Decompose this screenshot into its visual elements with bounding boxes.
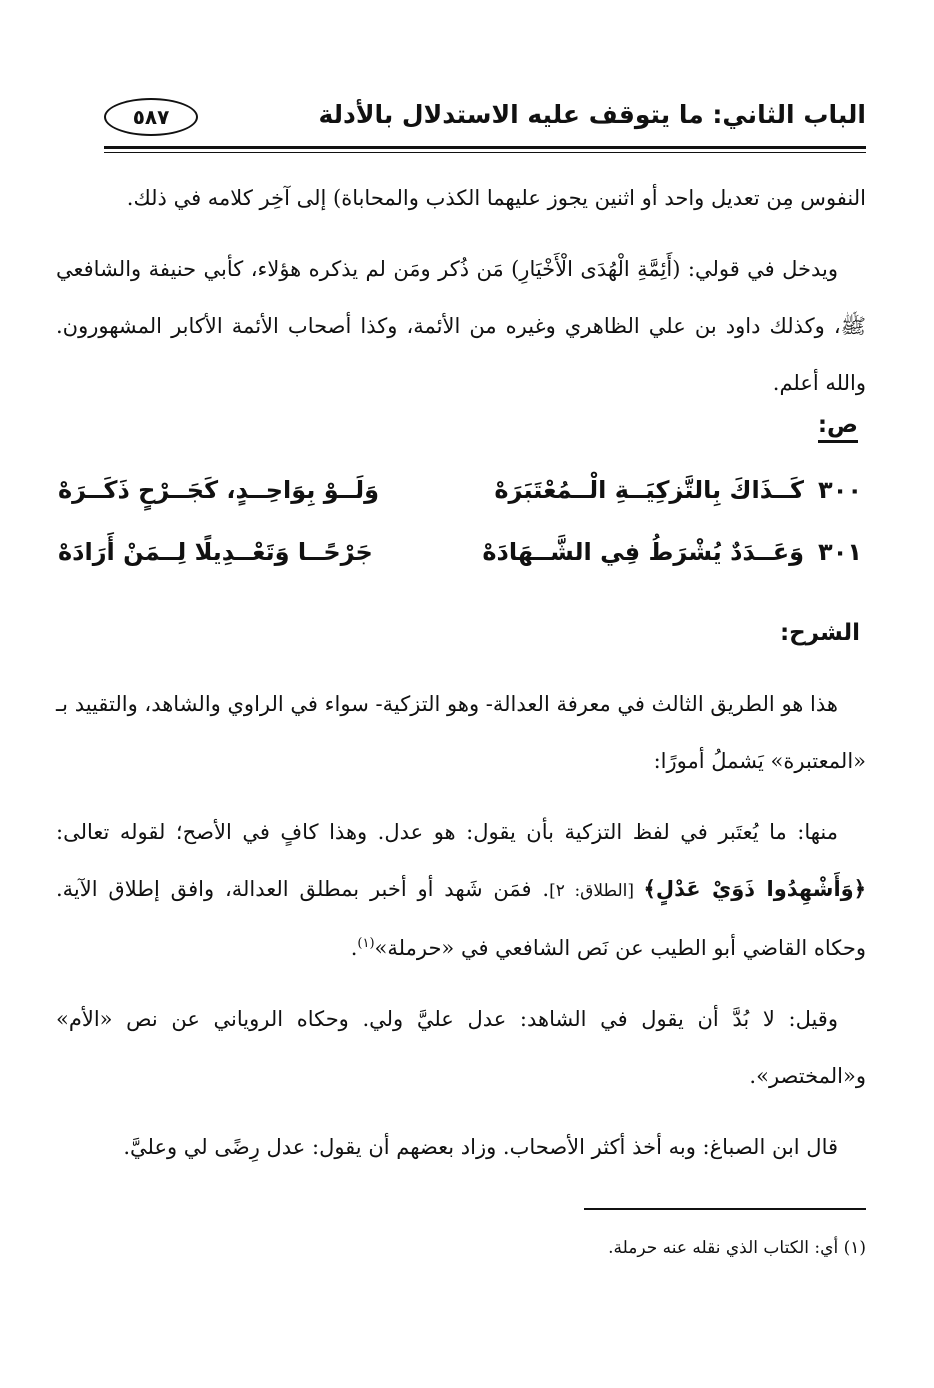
header-rule-thin xyxy=(104,152,866,153)
quran-reference: [الطلاق: ٢] xyxy=(549,881,644,901)
verse-second-hemistich: وَلَــوْ بِوَاحِــدٍ، كَجَــرْحٍ ذَكَــرَهْ xyxy=(58,476,380,504)
paragraph-text: . فمَن شَهد أو أخبر بمطلق العدالة، وافق إطلاق الآية. وحكاه القاضي أبو الطيب عن نَص الشافعي في «حرملة» xyxy=(56,877,866,960)
intro-text xyxy=(56,170,866,412)
verse-number: ٣٠٠ xyxy=(818,476,862,504)
paragraph-text: منها: ما يُعتَبر في لفظ التزكية بأن يقول: هو عدل. وهذا كافٍ في الأصح؛ لقوله تعالى: xyxy=(56,820,838,844)
sharh-paragraph-1: هذا هو الطريق الثالث في معرفة العدالة- وهو التزكية- سواء في الراوي والشاهد، والتقييد بـ «المعتبرة» يَشملُ أمورًا: xyxy=(56,692,866,773)
matn-heading xyxy=(818,412,858,438)
quran-verse: ﴿وَأَشْهِدُوا ذَوَيْ عَدْلٍ﴾ xyxy=(643,877,866,901)
footnote-separator xyxy=(584,1208,866,1210)
sharh-heading: الشرح: xyxy=(779,620,860,646)
sharh-text xyxy=(56,676,866,1176)
sharh-paragraph-2 xyxy=(56,804,866,977)
page-number: ٥٨٧ xyxy=(104,98,198,136)
footnote-marker: (١) xyxy=(357,936,375,951)
paragraph-end: . xyxy=(350,936,358,960)
verse-first-hemistich: كَــذَاكَ بِالتَّزكِيَــةِ الْــمُعْتَبَرَهْ xyxy=(494,476,804,504)
matn-heading-label: ص: xyxy=(818,412,858,443)
header-rule-thick xyxy=(104,146,866,149)
paragraph-continuation: النفوس مِن تعديل واحد أو اثنين يجوز عليهما الكذب والمحاباة) إلى آخِر كلامه في ذلك. xyxy=(126,186,866,210)
paragraph-imams: ويدخل في قولي: (أَئِمَّةِ الْهُدَى الْأَخْيَارِ) مَن ذُكر ومَن لم يذكره هؤلاء، كأبي حنيفة والشافعي ﷺ، وكذلك داود بن علي الظاهري وغيره من الأئمة، وكذا أصحاب الأئمة الأكابر المشهورون. والله أعلم. xyxy=(56,257,866,395)
verse-row xyxy=(56,476,866,520)
verse-first-hemistich: وَعَــدَدٌ يُشْرَطُ فِي الشَّــهَادَهْ xyxy=(482,538,804,566)
verse-row xyxy=(56,538,866,582)
chapter-title: الباب الثاني: ما يتوقف عليه الاستدلال بالأدلة xyxy=(318,100,866,129)
sharh-paragraph-3: وقيل: لا بُدَّ أن يقول في الشاهد: عدل عليَّ ولي. وحكاه الروياني عن نص «الأم» و«المختصر». xyxy=(56,1007,866,1088)
footnote: (١) أي: الكتاب الذي نقله عنه حرملة. xyxy=(608,1238,866,1258)
verse-number: ٣٠١ xyxy=(818,538,862,566)
verse-second-hemistich: جَرْحًــا وَتَعْــدِيلًا لِــمَنْ أَرَادَهْ xyxy=(58,538,373,566)
sharh-paragraph-4: قال ابن الصباغ: وبه أخذ أكثر الأصحاب. وزاد بعضهم أن يقول: عدل رِضًى لي وعليَّ. xyxy=(123,1135,838,1159)
page-header xyxy=(104,96,866,140)
